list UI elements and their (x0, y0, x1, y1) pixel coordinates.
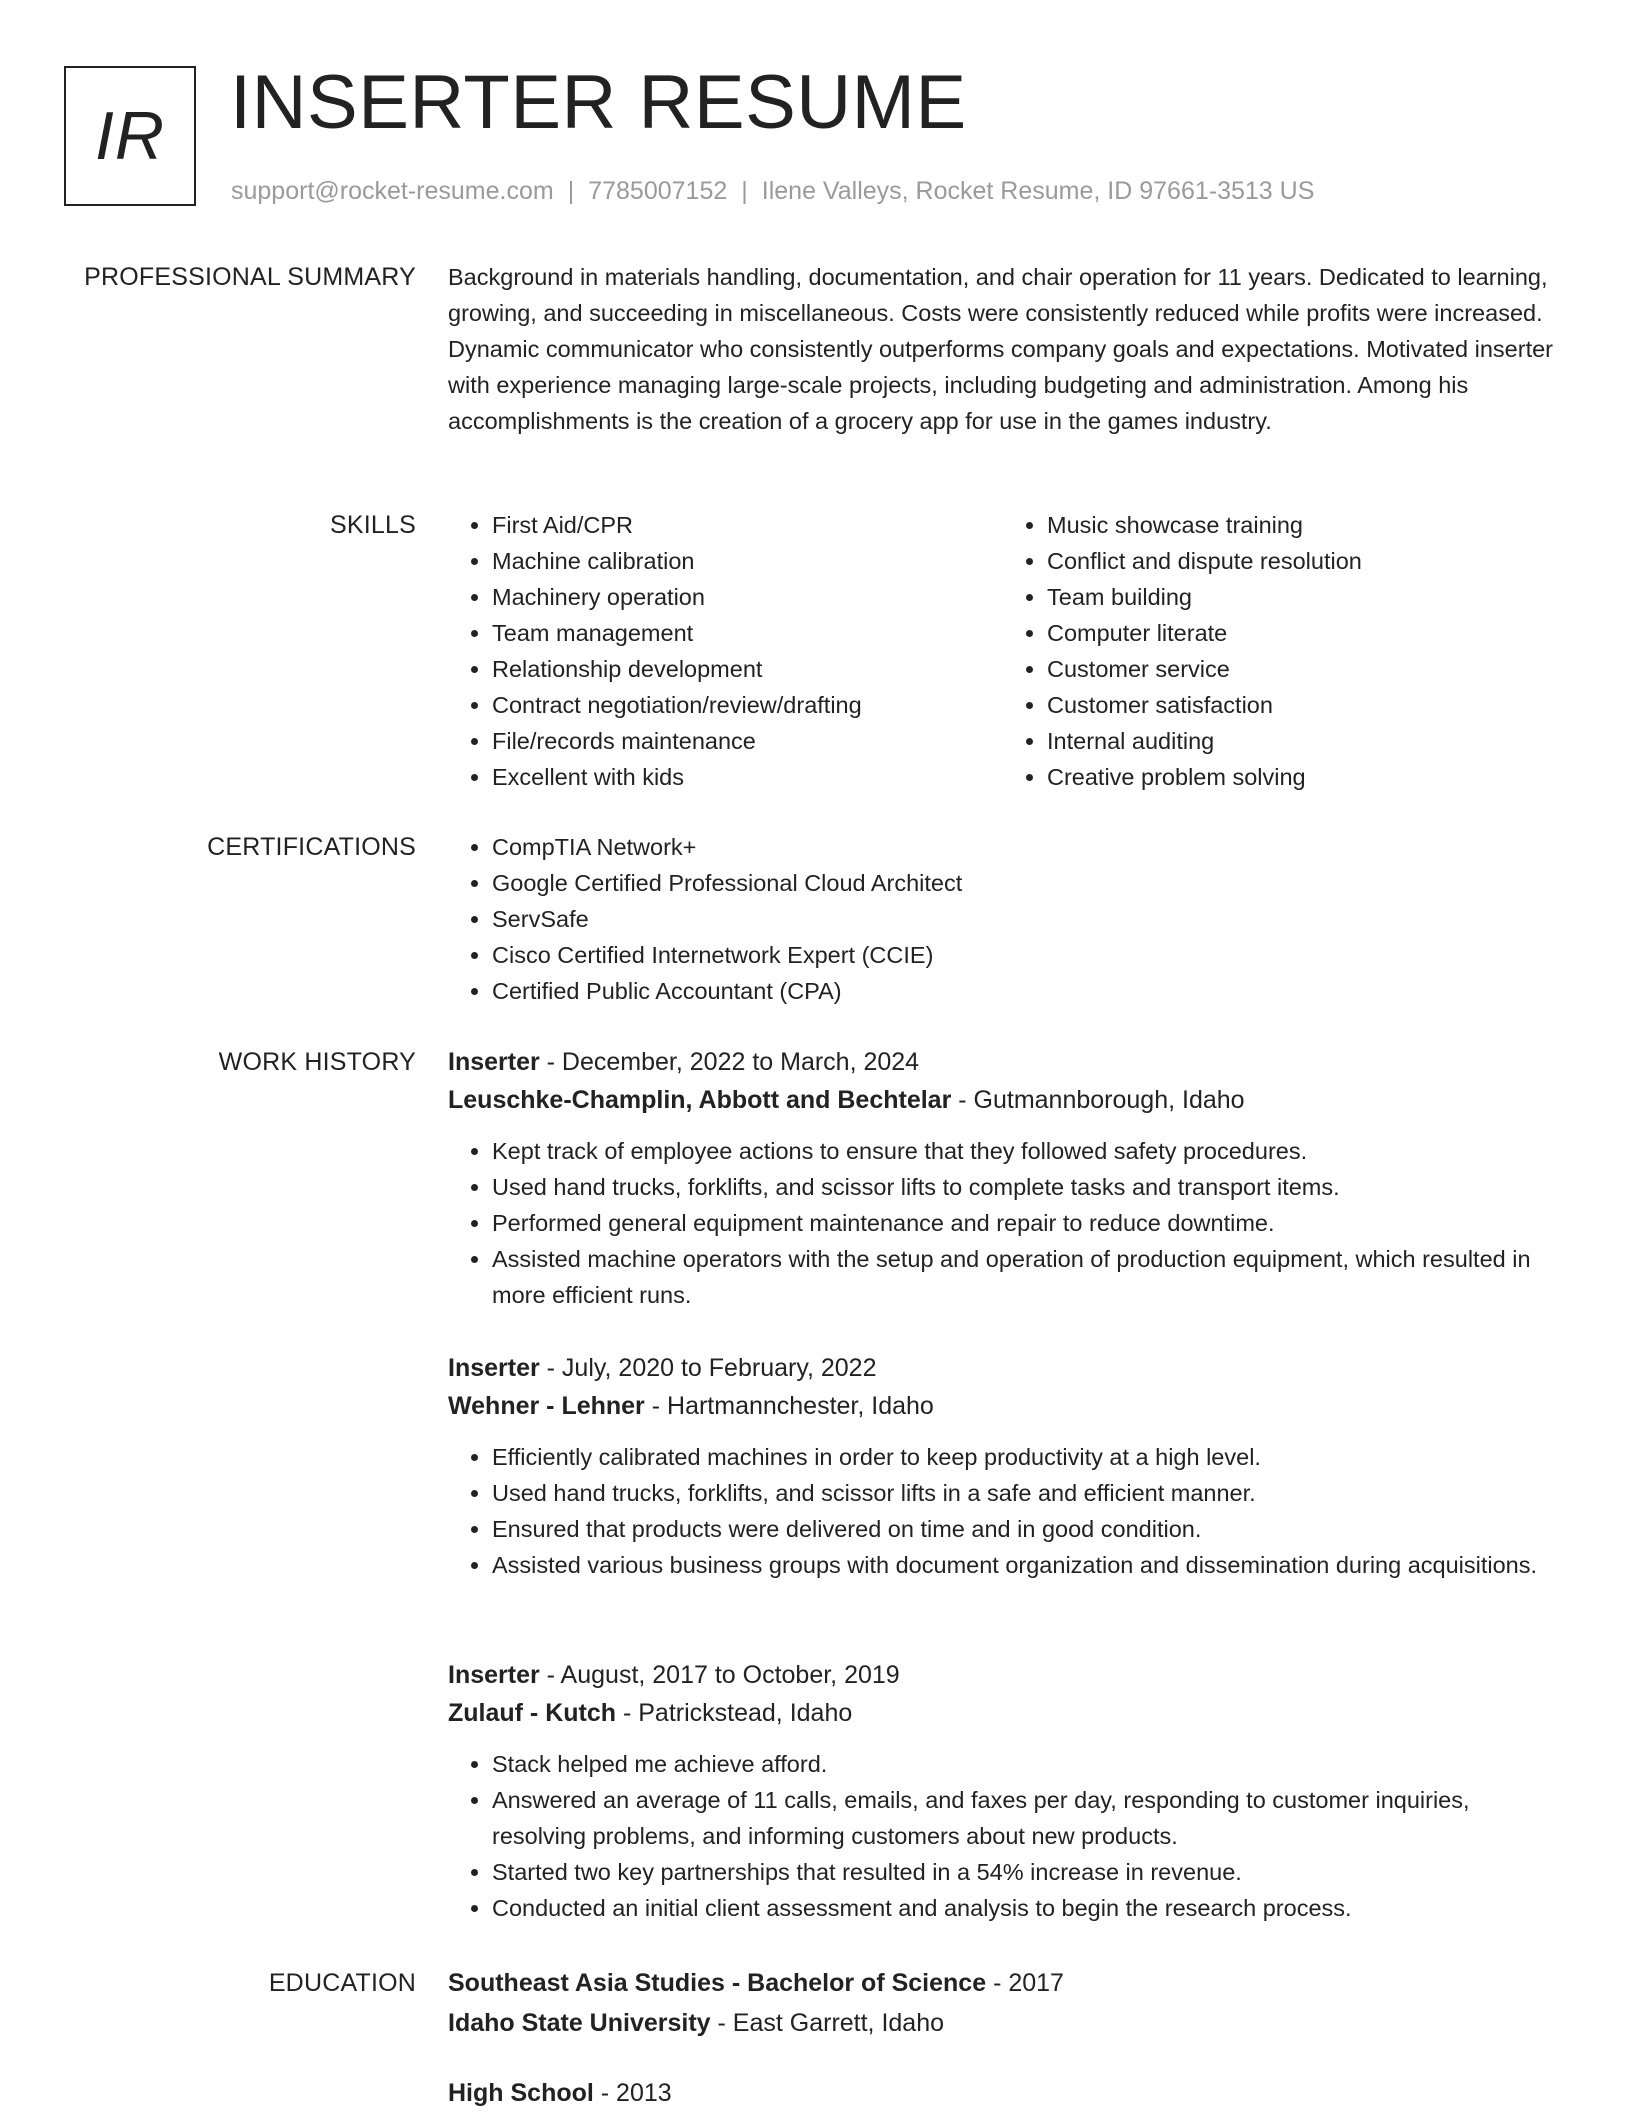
certification-item: • ServSafe (492, 901, 1558, 937)
job-role-line (448, 1043, 1558, 1081)
certification-item: • Certified Public Accountant (CPA) (492, 973, 1558, 1009)
job-role: Inserter (448, 1354, 540, 1382)
job-dates: - December, 2022 to March, 2024 (539, 1048, 920, 1076)
job-role-line (448, 1656, 1558, 1694)
education-year: - 2017 (986, 1969, 1064, 1997)
skill-item: • Excellent with kids (492, 759, 1003, 795)
education-degree-line (448, 2073, 1558, 2113)
education-degree: High School (448, 2079, 594, 2107)
skill-item: • Team building (1047, 579, 1558, 615)
skill-item: • Machinery operation (492, 579, 1003, 615)
certification-item: • Google Certified Professional Cloud Architect (492, 865, 1558, 901)
skill-item: • Conflict and dispute resolution (1047, 543, 1558, 579)
education-year: - 2013 (593, 2079, 672, 2107)
education-heading: EDUCATION (268, 1969, 416, 1997)
job-bullet: • Stack helped me achieve afford. (492, 1746, 1558, 1782)
education-degree: Southeast Asia Studies - Bachelor of Science (448, 1969, 987, 1997)
contact-line (231, 174, 1314, 208)
skill-item: • Relationship development (492, 651, 1003, 687)
job-entry-1 (448, 1043, 1558, 1313)
job-bullet: • Conducted an initial client assessment and analysis to begin the research process. (492, 1890, 1558, 1926)
education-location: - East Garrett, Idaho (710, 2009, 945, 2037)
skill-item: • Computer literate (1047, 615, 1558, 651)
job-dates: - August, 2017 to October, 2019 (539, 1661, 900, 1689)
contact-separator: | (567, 177, 575, 205)
skill-item: • Team management (492, 615, 1003, 651)
job-bullet: • Kept track of employee actions to ensure that they followed safety procedures. (492, 1133, 1558, 1169)
resume-title: INSERTER RESUME (230, 60, 967, 145)
job-role: Inserter (448, 1048, 540, 1076)
job-company-line (448, 1081, 1558, 1119)
skills-column-1 (448, 507, 1003, 795)
education-school: Idaho State University (448, 2009, 711, 2037)
contact-phone: 7785007152 (588, 177, 728, 205)
skill-item: • Machine calibration (492, 543, 1003, 579)
contact-separator: | (741, 177, 748, 205)
job-bullet: • Used hand trucks, forklifts, and scissor lifts to complete tasks and transport items. (492, 1169, 1558, 1205)
job-entry-3 (448, 1656, 1558, 1926)
job-company-line (448, 1387, 1558, 1425)
skill-item: • Creative problem solving (1047, 759, 1558, 795)
job-bullets (448, 1439, 1558, 1583)
job-company: Zulauf - Kutch (448, 1699, 617, 1727)
job-bullet: • Used hand trucks, forklifts, and scissor lifts in a safe and efficient manner. (492, 1475, 1558, 1511)
job-company-line (448, 1694, 1558, 1732)
skills-list (448, 507, 1558, 795)
skill-item: • Customer service (1047, 651, 1558, 687)
skills-column-2 (1003, 507, 1558, 795)
contact-address: Ilene Valleys, Rocket Resume, ID 97661-3513 US (761, 177, 1315, 205)
skill-item: • Customer satisfaction (1047, 687, 1558, 723)
job-bullets (448, 1746, 1558, 1926)
job-role: Inserter (448, 1661, 540, 1689)
education-degree-line (448, 1963, 1558, 2003)
education-entry-1 (448, 1963, 1558, 2043)
contact-email: support@rocket-resume.com (231, 177, 554, 205)
job-company: Leuschke-Champlin, Abbott and Bechtelar (448, 1086, 952, 1114)
monogram-text: IR (95, 98, 165, 174)
skill-item: • Music showcase training (1047, 507, 1558, 543)
job-company: Wehner - Lehner (448, 1392, 645, 1420)
job-dates: - July, 2020 to February, 2022 (539, 1354, 877, 1382)
job-bullet: • Ensured that products were delivered on time and in good condition. (492, 1511, 1558, 1547)
education-entry-2 (448, 2073, 1558, 2113)
job-bullets (448, 1133, 1558, 1313)
job-bullet: • Performed general equipment maintenance and repair to reduce downtime. (492, 1205, 1558, 1241)
job-location: - Hartmannchester, Idaho (644, 1392, 934, 1420)
monogram-logo (64, 66, 196, 206)
skills-heading: SKILLS (330, 511, 416, 539)
job-location: - Patrickstead, Idaho (616, 1699, 853, 1727)
job-role-line (448, 1349, 1558, 1387)
skill-item: • Internal auditing (1047, 723, 1558, 759)
skill-item: • Contract negotiation/review/drafting (492, 687, 1003, 723)
skill-item: • File/records maintenance (492, 723, 1003, 759)
certifications-heading: CERTIFICATIONS (207, 833, 416, 861)
education-school-line (448, 2003, 1558, 2043)
work-history-heading: WORK HISTORY (218, 1048, 416, 1076)
certifications-list (448, 829, 1558, 1009)
skill-item: • First Aid/CPR (492, 507, 1003, 543)
job-bullet: • Answered an average of 11 calls, emails, and faxes per day, responding to customer inquiries, resolving problems, and informing customers about new products. (492, 1782, 1558, 1854)
job-entry-2 (448, 1349, 1558, 1583)
certification-item: • Cisco Certified Internetwork Expert (CCIE) (492, 937, 1558, 973)
job-location: - Gutmannborough, Idaho (951, 1086, 1245, 1114)
summary-heading: PROFESSIONAL SUMMARY (84, 263, 416, 291)
job-bullet: • Assisted machine operators with the setup and operation of production equipment, which resulted in more efficient runs. (492, 1241, 1558, 1313)
summary-text: Background in materials handling, documentation, and chair operation for 11 years. Dedicated to learning, growing, and succeeding in miscellaneous. Costs were consistently reduced while profits were increased. Dynamic communicator who consistently outperforms company goals and expectations. Motivated inserter with experience managing large-scale projects, including budgeting and administration. Among his accomplishments is the creation of a grocery app for use in the games industry. (448, 264, 1554, 434)
certification-item: • CompTIA Network+ (492, 829, 1558, 865)
job-bullet: • Started two key partnerships that resulted in a 54% increase in revenue. (492, 1854, 1558, 1890)
job-bullet: • Efficiently calibrated machines in order to keep productivity at a high level. (492, 1439, 1558, 1475)
job-bullet: • Assisted various business groups with document organization and dissemination during acquisitions. (492, 1547, 1558, 1583)
